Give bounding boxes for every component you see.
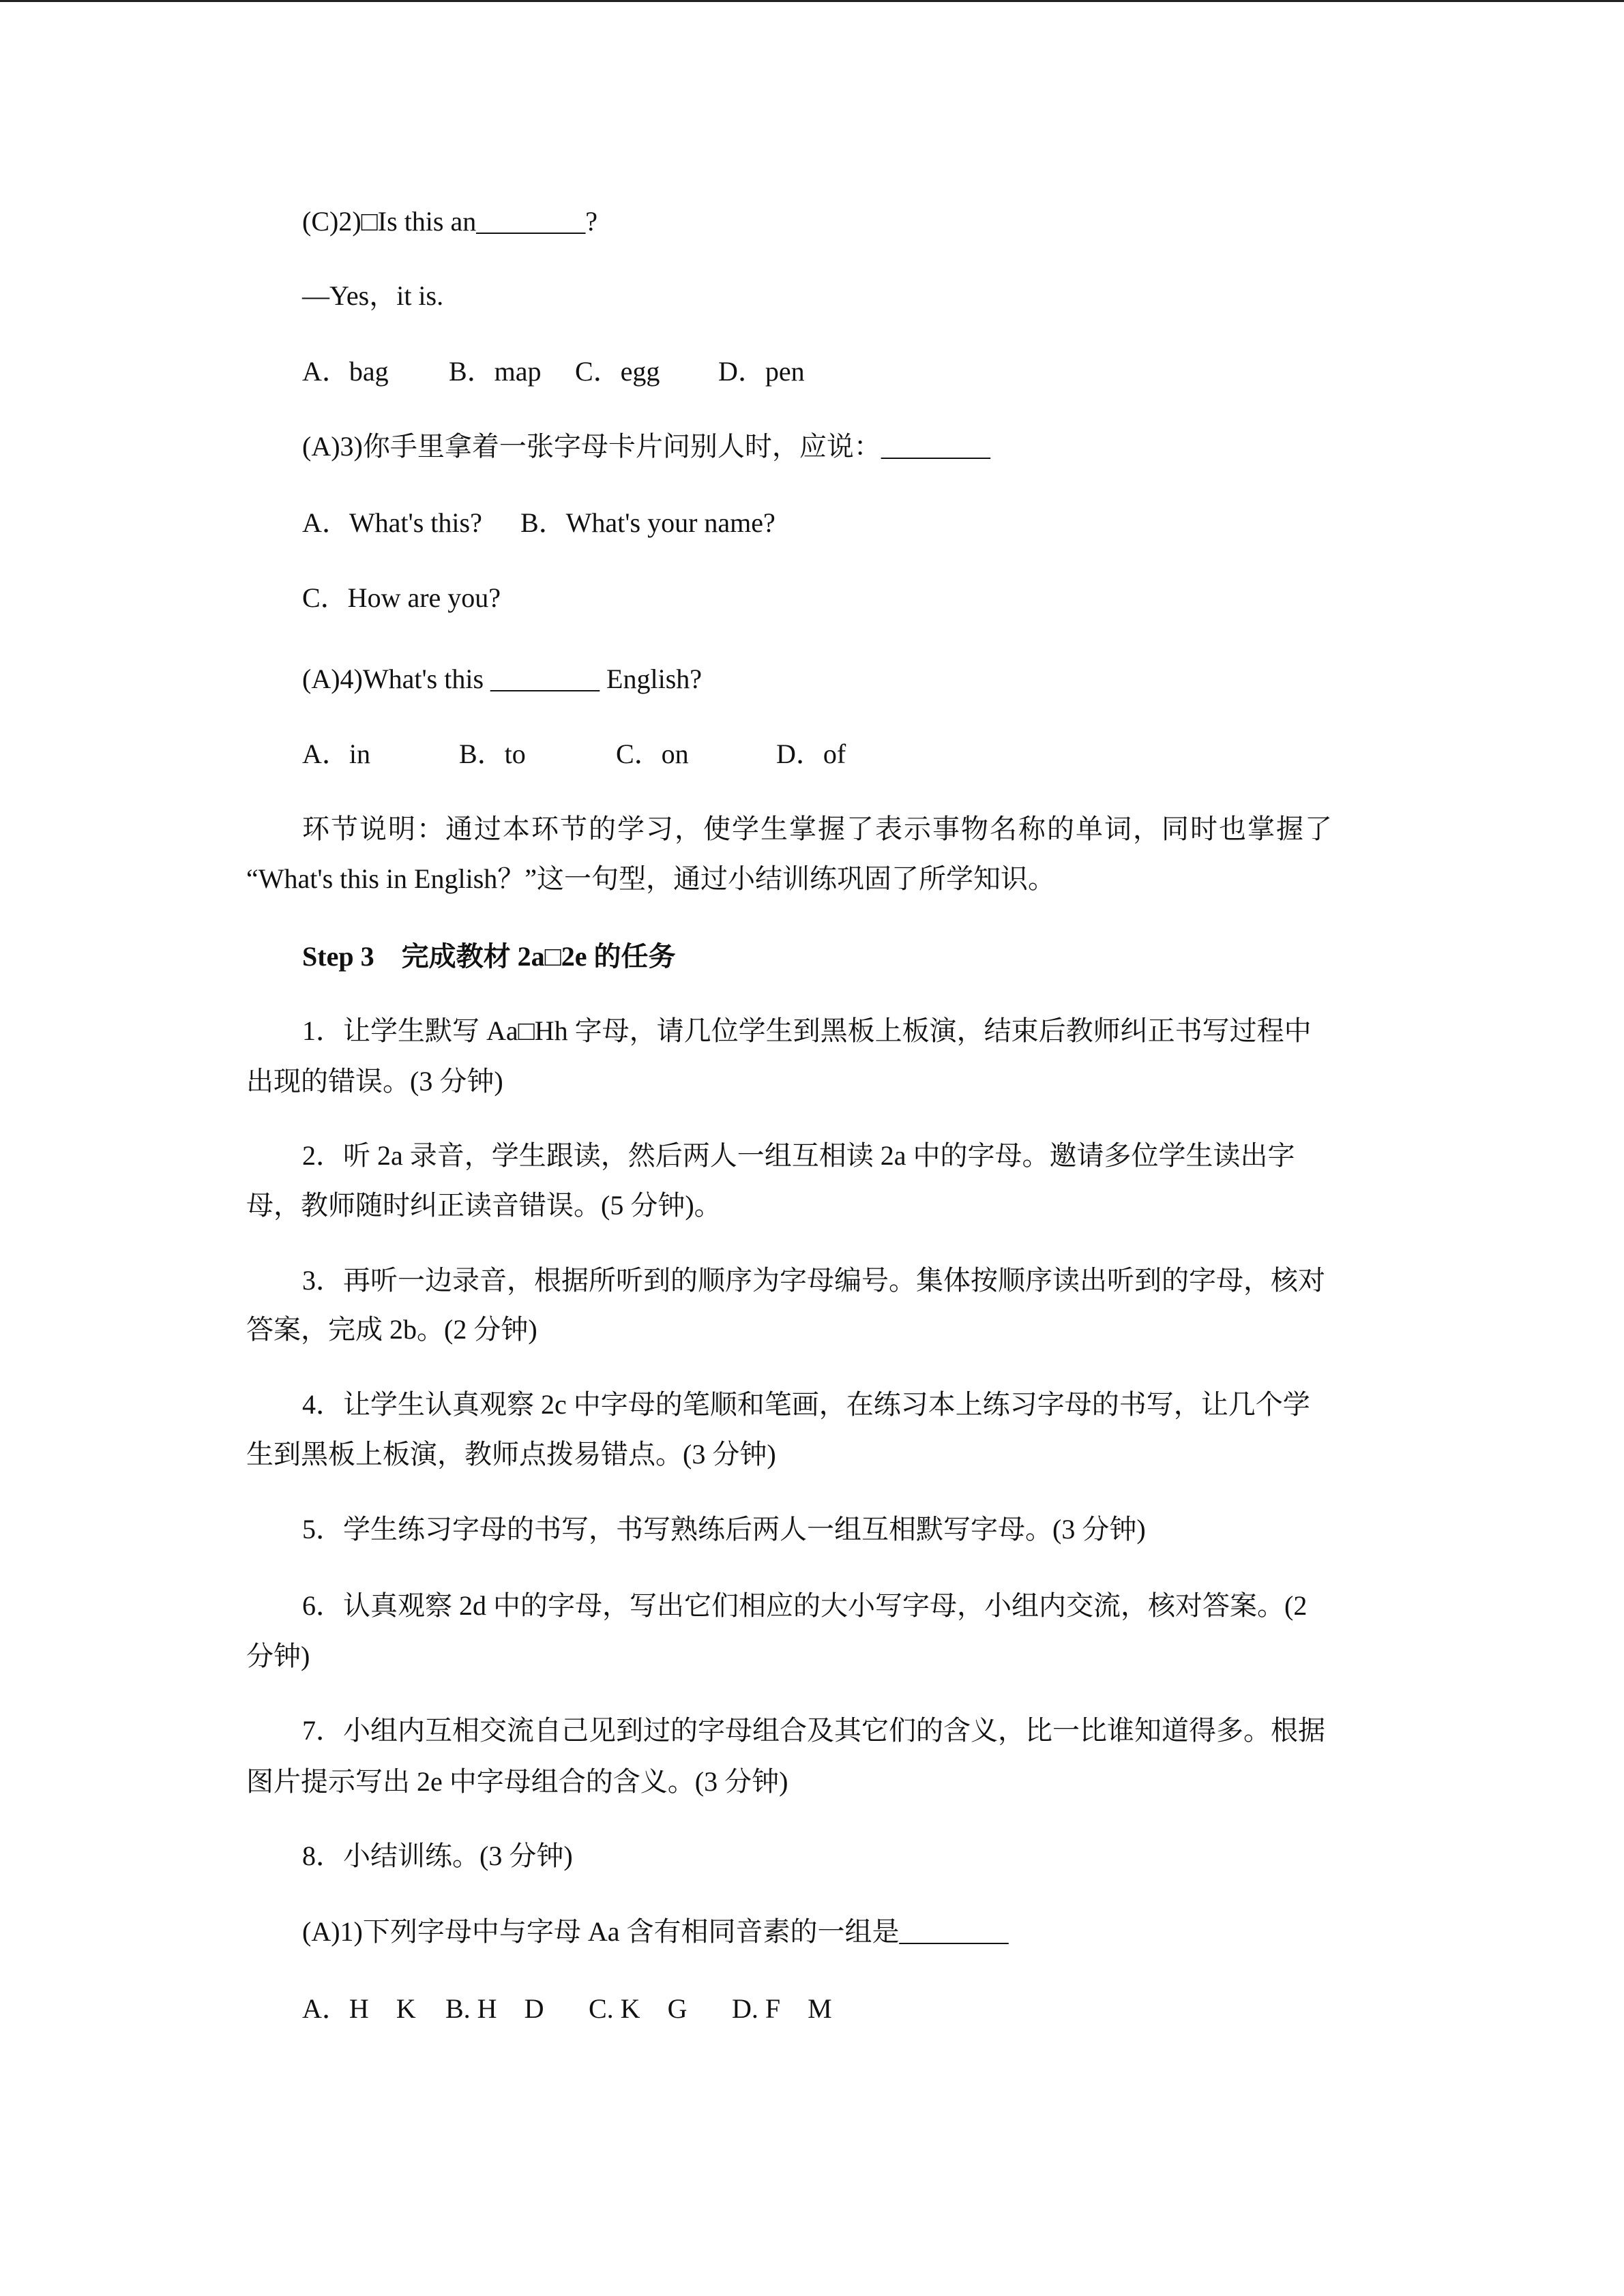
section-note-line-2: “What's this in English？”这一句型，通过小结训练巩固了所学知识。	[246, 863, 1056, 894]
question-4-options	[302, 737, 846, 771]
option-c: C．on	[616, 739, 689, 769]
step-item-2-line-2: 母，教师随时纠正读音错误。(5 分钟)。	[246, 1190, 722, 1221]
option-b: B．What's your name?	[520, 507, 776, 538]
option-a: A．H K	[302, 1993, 416, 2024]
option-c: C. K G	[589, 1993, 688, 2024]
step-item-3-line-2: 答案，完成 2b。(2 分钟)	[246, 1314, 537, 1345]
page-top-border	[0, 0, 1624, 2]
question-2-stem: (C)2)□Is this an________?	[302, 206, 597, 237]
question-3-stem: (A)3)你手里拿着一张字母卡片问别人时，应说：________	[302, 431, 990, 462]
step-3-heading: Step 3 完成教材 2a□2e 的任务	[302, 941, 676, 972]
option-a: A．bag	[302, 356, 389, 387]
option-b: B．map	[449, 356, 542, 387]
step-item-1-line-1: 1．让学生默写 Aa□Hh 字母，请几位学生到黑板上板演，结束后教师纠正书写过程中	[302, 1015, 1312, 1046]
summary-question-1-stem: (A)1)下列字母中与字母 Aa 含有相同音素的一组是________	[302, 1916, 1009, 1947]
option-a: A．What's this?	[302, 507, 482, 538]
step-item-3-line-1: 3．再听一边录音，根据所听到的顺序为字母编号。集体按顺序读出听到的字母，核对	[302, 1265, 1325, 1296]
step-item-8: 8．小结训练。(3 分钟)	[302, 1840, 573, 1871]
question-2-answer: —Yes，it is.	[302, 280, 444, 311]
step-item-5: 5．学生练习字母的书写，书写熟练后两人一组互相默写字母。(3 分钟)	[302, 1514, 1146, 1545]
option-d: D．pen	[718, 356, 805, 387]
step-item-7-line-2: 图片提示写出 2e 中字母组合的含义。(3 分钟)	[246, 1766, 788, 1797]
option-d: D．of	[776, 739, 846, 769]
step-item-1-line-2: 出现的错误。(3 分钟)	[246, 1066, 503, 1097]
option-b: B. H D	[445, 1993, 544, 2024]
question-4-stem: (A)4)What's this ________ English?	[302, 664, 703, 694]
step-item-6-line-1: 6．认真观察 2d 中的字母，写出它们相应的大小写字母，小组内交流，核对答案。(2	[302, 1590, 1308, 1621]
step-item-6-line-2: 分钟)	[246, 1641, 310, 1671]
option-d: D. F M	[732, 1993, 832, 2024]
option-c: C．egg	[575, 356, 660, 387]
step-item-4-line-2: 生到黑板上板演，教师点拨易错点。(3 分钟)	[246, 1439, 776, 1470]
question-3-options-row1	[302, 506, 776, 540]
step-item-7-line-1: 7．小组内互相交流自己见到过的字母组合及其它们的含义，比一比谁知道得多。根据	[302, 1715, 1325, 1746]
summary-question-1-options	[302, 1992, 832, 2026]
section-note-line-1: 环节说明：通过本环节的学习，使学生掌握了表示事物名称的单词，同时也掌握了	[302, 814, 1333, 844]
question-3-option-c: C．How are you?	[302, 582, 501, 613]
option-b: B．to	[459, 739, 526, 769]
step-item-2-line-1: 2．听 2a 录音，学生跟读，然后两人一组互相读 2a 中的字母。邀请多位学生读出字	[302, 1140, 1295, 1171]
question-2-options	[302, 355, 805, 389]
step-item-4-line-1: 4．让学生认真观察 2c 中字母的笔顺和笔画，在练习本上练习字母的书写，让几个学	[302, 1389, 1310, 1420]
option-a: A．in	[302, 739, 370, 769]
